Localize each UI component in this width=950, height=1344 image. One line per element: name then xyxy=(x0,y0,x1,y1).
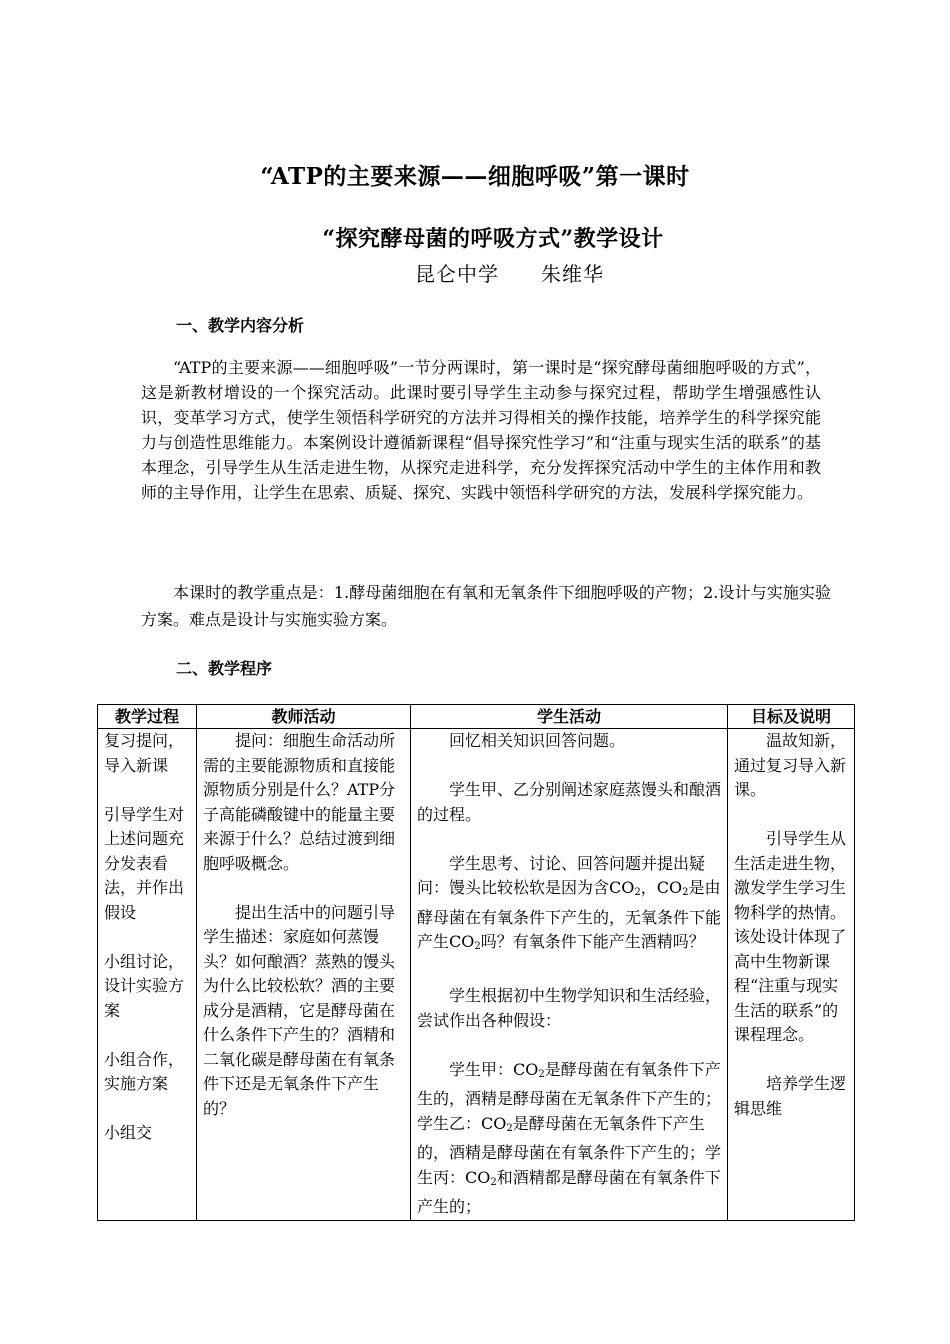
column-header: 教师活动 xyxy=(197,705,411,729)
goal-text: 培养学生逻辑思维 xyxy=(734,1074,847,1118)
table-row xyxy=(98,729,855,1221)
column-header: 教学过程 xyxy=(98,705,197,729)
teaching-procedure-table xyxy=(97,704,855,1221)
process-step: 引导学生对上述问题充分发表看法，并作出假设 xyxy=(104,804,185,922)
process-cell xyxy=(98,729,197,1221)
student-activity-text: 学生思考、讨论、回答问题并提出疑问：馒头比较松软是因为含$CO_2$，$CO_2$是由酵母菌在有氧条件下产生的，无氧条件下能产生$CO_2$吗？有氧条件下能产生酒精吗？ xyxy=(417,853,722,952)
column-header: 学生活动 xyxy=(411,705,728,729)
section-heading-content-analysis: 一、教学内容分析 xyxy=(176,316,305,335)
process-step: 小组讨论，设计实验方案 xyxy=(104,951,185,1020)
student-activity-text: 学生根据初中生物学知识和生活经验，尝试作出各种假设： xyxy=(417,986,722,1030)
paragraph-content-analysis: “ATP的主要来源——细胞呼吸”一节分两课时，第一课时是“探究酵母菌细胞呼吸的方式”，这是新教材增设的一个探究活动。此课时要引导学生主动参与探究过程，帮助学生增强感性认识，变革学习方式，使学生领悟科学研究的方法并习得相关的操作技能，培养学生的科学探究能力与创造性思维能力。本案例设计遵循新课程“倡导探究性学习”和“注重与现实生活的联系”的基本理念，引导学生从生活走进生物，从探究走进科学，充分发挥探究活动中学生的主体作用和教师的主导作用，让学生在思索、质疑、探究、实践中领悟科学研究的方法，发展科学探究能力。 xyxy=(141,358,821,502)
teacher-activity-text: 提出生活中的问题引导学生描述：家庭如何蒸馒头？如何酿酒？蒸熟的馒头为什么比较松软？酒的主要成分是酒精，它是酵母菌在什么条件下产生的？酒精和二氧化碳是酵母菌在有氧条件下还是无氧条件下产生的？ xyxy=(203,902,396,1118)
teacher-activity-text: 提问：细胞生命活动所需的主要能源物质和直接能源物质分别是什么？ATP分子高能磷酸键中的能量主要来源于什么？总结过渡到细胞呼吸概念。 xyxy=(203,731,396,873)
student-activity-text: 学生甲：$CO_2$是酵母菌在有氧条件下产生的，酒精是酵母菌在无氧条件下产生的；学生乙：$CO_2$是酵母菌在无氧条件下产生的，酒精是酵母菌在有氧条件下产生的；学生丙：$CO_2$和酒精都是酵母菌在有氧条件下产生的； xyxy=(417,1059,722,1216)
section-heading-teaching-procedure: 二、教学程序 xyxy=(176,659,273,678)
process-step: 小组交 xyxy=(104,1123,153,1142)
student-activity-text: 学生甲、乙分别阐述家庭蒸馒头和酿酒的过程。 xyxy=(417,780,722,824)
student-activity-cell xyxy=(411,729,728,1221)
column-header: 目标及说明 xyxy=(728,705,855,729)
table-header-row xyxy=(98,705,855,729)
document-title: “ATP的主要来源——细胞呼吸”第一课时 xyxy=(260,163,690,190)
author-line: 昆仑中学 朱维华 xyxy=(415,262,604,286)
paragraph-key-points: 本课时的教学重点是：1.酵母菌细胞在有氧和无氧条件下细胞呼吸的产物；2.设计与实施实验方案。难点是设计与实施实验方案。 xyxy=(141,583,831,629)
process-step: 复习提问，导入新课 xyxy=(104,731,185,775)
document-subtitle: “探究酵母菌的呼吸方式”教学设计 xyxy=(322,226,664,252)
goal-text: 引导学生从生活走进生物，激发学生学习生物科学的热情。该处设计体现了高中生物新课程“注重与现实生活的联系”的课程理念。 xyxy=(734,829,847,1044)
goal-cell xyxy=(728,729,855,1221)
student-activity-text: 回忆相关知识回答问题。 xyxy=(449,731,626,750)
teacher-activity-cell xyxy=(197,729,411,1221)
process-step: 小组合作，实施方案 xyxy=(104,1049,185,1093)
goal-text: 温故知新，通过复习导入新课。 xyxy=(734,731,847,799)
